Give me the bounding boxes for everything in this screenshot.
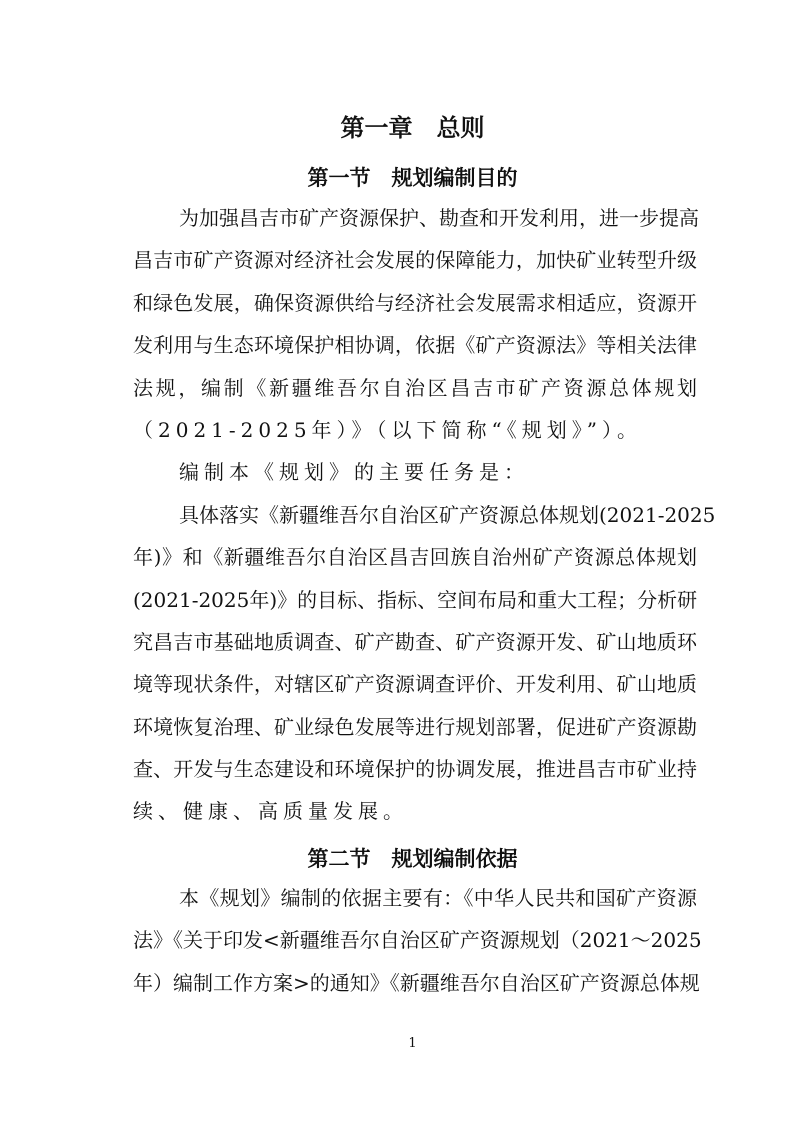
- text-line: 为加强昌吉市矿产资源保护、勘查和开发利用，进一步提高: [179, 206, 699, 230]
- text-line: 昌吉市矿产资源对经济社会发展的保障能力，加快矿业转型升级: [133, 248, 697, 273]
- text-line: 续、健康、高质量发展。: [133, 799, 408, 824]
- page-number: 1: [408, 1036, 417, 1051]
- section-body: [133, 877, 702, 1004]
- section-title: 第一节 规划编制目的: [307, 166, 518, 190]
- text-line: 发利用与生态环境保护相协调，依据《矿产资源法》等相关法律: [133, 333, 697, 358]
- section-body: [133, 197, 716, 833]
- text-line: 查、开发与生态建设和环境保护的协调发展，推进昌吉市矿业持: [133, 757, 697, 782]
- section-title: 第二节 规划编制依据: [307, 847, 518, 871]
- text-line: 境等现状条件，对辖区矿产资源调查评价、开发利用、矿山地质: [133, 672, 697, 697]
- text-line: 和绿色发展，确保资源供给与经济社会发展需求相适应，资源开: [133, 290, 697, 315]
- chapter-title: 第一章 总则: [340, 114, 485, 142]
- text-line: 本《规划》编制的依据主要有：《中华人民共和国矿产资源: [179, 886, 697, 910]
- text-line: 年)》和《新疆维吾尔自治区昌吉回族自治州矿产资源总体规划: [133, 545, 697, 570]
- text-line: 编制本《规划》的主要任务是：: [179, 460, 529, 485]
- text-line: 究昌吉市基础地质调查、矿产勘查、矿产资源开发、矿山地质环: [133, 629, 697, 654]
- text-line: 具体落实《新疆维吾尔自治区矿产资源总体规划(2021-2025: [179, 502, 716, 527]
- text-line: (2021-2025年)》的目标、指标、空间布局和重大工程；分析研: [133, 587, 698, 612]
- text-line: 法规，编制《新疆维吾尔自治区昌吉市矿产资源总体规划: [133, 375, 697, 400]
- text-line: 法》《关于印发<新疆维吾尔自治区矿产资源规划（2021～2025: [133, 928, 702, 953]
- text-line: （2021-2025年）》（以下简称“《规划》”）。: [133, 417, 643, 442]
- text-line: 环境恢复治理、矿业绿色发展等进行规划部署，促进矿产资源勘: [133, 714, 697, 739]
- text-line: 年）编制工作方案>的通知》《新疆维吾尔自治区矿产资源总体规: [133, 970, 700, 995]
